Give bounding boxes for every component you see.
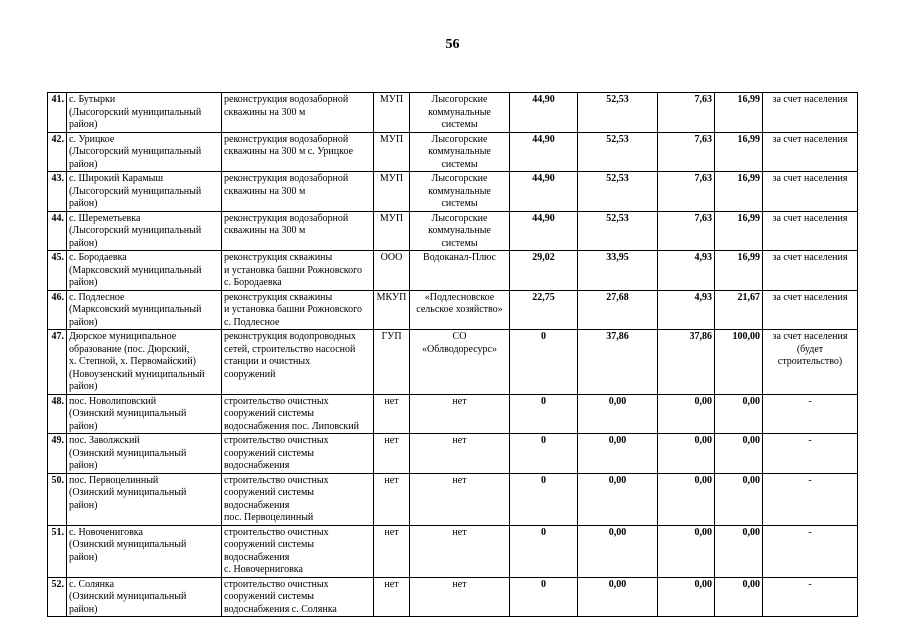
page-number: 56: [445, 37, 460, 52]
table-row: [48, 172, 858, 212]
locality-cell: пос. Первоцелинный (Озинский муниципальный район): [67, 473, 222, 525]
value-2-cell: 27,68: [578, 290, 658, 330]
locality-cell: с. Широкий Карамыш (Лысогорский муниципальный район): [67, 172, 222, 212]
value-1-cell: 0: [510, 473, 578, 525]
operator-cell: нет: [410, 394, 510, 434]
org-form-cell: МУП: [374, 211, 410, 251]
work-description-cell: реконструкция водопроводных сетей, строительство насосной станции и очистных сооружений: [222, 330, 374, 395]
table-row: [48, 132, 858, 172]
funding-source-cell: -: [763, 525, 858, 577]
value-4-cell: 16,99: [715, 211, 763, 251]
value-4-cell: 0,00: [715, 525, 763, 577]
value-2-cell: 52,53: [578, 211, 658, 251]
value-4-cell: 16,99: [715, 172, 763, 212]
operator-cell: Лысогорские коммунальные системы: [410, 172, 510, 212]
value-1-cell: 44,90: [510, 93, 578, 133]
value-3-cell: 7,63: [658, 93, 715, 133]
row-number: 47.: [48, 330, 67, 395]
funding-source-cell: за счет населения: [763, 172, 858, 212]
locality-cell: Дюрское муниципальное образование (пос. Дюрский, х. Степной, х. Первомайский) (Новоузенский муниципальный район): [67, 330, 222, 395]
table-row: [48, 211, 858, 251]
locality-cell: с. Урицкое (Лысогорский муниципальный район): [67, 132, 222, 172]
funding-source-cell: за счет населения: [763, 251, 858, 291]
funding-source-cell: -: [763, 434, 858, 474]
value-3-cell: 7,63: [658, 211, 715, 251]
operator-cell: «Подлесновское сельское хозяйство»: [410, 290, 510, 330]
org-form-cell: нет: [374, 434, 410, 474]
row-number: 43.: [48, 172, 67, 212]
value-1-cell: 44,90: [510, 132, 578, 172]
row-number: 46.: [48, 290, 67, 330]
org-form-cell: МУП: [374, 172, 410, 212]
value-1-cell: 0: [510, 577, 578, 617]
funding-source-cell: за счет населения: [763, 132, 858, 172]
table-body: [48, 93, 858, 617]
row-number: 50.: [48, 473, 67, 525]
value-4-cell: 16,99: [715, 93, 763, 133]
table-row: [48, 525, 858, 577]
value-2-cell: 0,00: [578, 434, 658, 474]
value-4-cell: 16,99: [715, 132, 763, 172]
work-description-cell: реконструкция водозаборной скважины на 300 м: [222, 172, 374, 212]
org-form-cell: нет: [374, 473, 410, 525]
org-form-cell: МУП: [374, 93, 410, 133]
value-4-cell: 0,00: [715, 394, 763, 434]
value-2-cell: 0,00: [578, 577, 658, 617]
operator-cell: нет: [410, 434, 510, 474]
value-3-cell: 0,00: [658, 394, 715, 434]
locality-cell: с. Новочениговка (Озинский муниципальный район): [67, 525, 222, 577]
table-row: [48, 577, 858, 617]
row-number: 45.: [48, 251, 67, 291]
value-2-cell: 37,86: [578, 330, 658, 395]
work-description-cell: строительство очистных сооружений системы водоснабжения пос. Липовский: [222, 394, 374, 434]
value-1-cell: 0: [510, 525, 578, 577]
funding-source-cell: -: [763, 394, 858, 434]
value-3-cell: 0,00: [658, 525, 715, 577]
operator-cell: Водоканал-Плюс: [410, 251, 510, 291]
funding-source-cell: -: [763, 577, 858, 617]
value-4-cell: 100,00: [715, 330, 763, 395]
data-table: [47, 92, 858, 617]
org-form-cell: ООО: [374, 251, 410, 291]
funding-source-cell: за счет населения: [763, 290, 858, 330]
value-1-cell: 29,02: [510, 251, 578, 291]
funding-source-cell: за счет населения (будет строительство): [763, 330, 858, 395]
org-form-cell: МКУП: [374, 290, 410, 330]
operator-cell: Лысогорские коммунальные системы: [410, 132, 510, 172]
value-4-cell: 0,00: [715, 473, 763, 525]
row-number: 49.: [48, 434, 67, 474]
value-1-cell: 0: [510, 394, 578, 434]
table-row: [48, 473, 858, 525]
value-3-cell: 7,63: [658, 172, 715, 212]
locality-cell: с. Шереметьевка (Лысогорский муниципальный район): [67, 211, 222, 251]
org-form-cell: нет: [374, 525, 410, 577]
funding-source-cell: -: [763, 473, 858, 525]
value-2-cell: 0,00: [578, 394, 658, 434]
value-1-cell: 22,75: [510, 290, 578, 330]
operator-cell: Лысогорские коммунальные системы: [410, 93, 510, 133]
operator-cell: нет: [410, 525, 510, 577]
funding-source-cell: за счет населения: [763, 211, 858, 251]
operator-cell: нет: [410, 473, 510, 525]
work-description-cell: строительство очистных сооружений системы водоснабжения с. Новочерниговка: [222, 525, 374, 577]
table-row: [48, 93, 858, 133]
work-description-cell: реконструкция водозаборной скважины на 300 м: [222, 211, 374, 251]
locality-cell: с. Подлесное (Марксовский муниципальный район): [67, 290, 222, 330]
operator-cell: нет: [410, 577, 510, 617]
value-1-cell: 44,90: [510, 211, 578, 251]
value-4-cell: 0,00: [715, 434, 763, 474]
org-form-cell: нет: [374, 394, 410, 434]
table-row: [48, 434, 858, 474]
locality-cell: пос. Заволжский (Озинский муниципальный район): [67, 434, 222, 474]
row-number: 51.: [48, 525, 67, 577]
work-description-cell: реконструкция скважины и установка башни Рожновского с. Бородаевка: [222, 251, 374, 291]
row-number: 44.: [48, 211, 67, 251]
row-number: 42.: [48, 132, 67, 172]
operator-cell: СО «Облводоресурс»: [410, 330, 510, 395]
value-3-cell: 0,00: [658, 577, 715, 617]
locality-cell: с. Бутырки (Лысогорский муниципальный район): [67, 93, 222, 133]
row-number: 52.: [48, 577, 67, 617]
work-description-cell: строительство очистных сооружений системы водоснабжения: [222, 434, 374, 474]
value-3-cell: 4,93: [658, 290, 715, 330]
funding-source-cell: за счет населения: [763, 93, 858, 133]
value-3-cell: 0,00: [658, 434, 715, 474]
value-2-cell: 52,53: [578, 172, 658, 212]
work-description-cell: строительство очистных сооружений системы водоснабжения с. Солянка: [222, 577, 374, 617]
work-description-cell: реконструкция скважины и установка башни Рожновского с. Подлесное: [222, 290, 374, 330]
value-4-cell: 0,00: [715, 577, 763, 617]
value-2-cell: 52,53: [578, 132, 658, 172]
value-2-cell: 0,00: [578, 473, 658, 525]
org-form-cell: ГУП: [374, 330, 410, 395]
value-1-cell: 44,90: [510, 172, 578, 212]
table-row: [48, 251, 858, 291]
work-description-cell: строительство очистных сооружений системы водоснабжения пос. Первоцелинный: [222, 473, 374, 525]
locality-cell: с. Бородаевка (Марксовский муниципальный район): [67, 251, 222, 291]
value-1-cell: 0: [510, 434, 578, 474]
table-row: [48, 394, 858, 434]
value-2-cell: 52,53: [578, 93, 658, 133]
operator-cell: Лысогорские коммунальные системы: [410, 211, 510, 251]
row-number: 41.: [48, 93, 67, 133]
value-3-cell: 4,93: [658, 251, 715, 291]
org-form-cell: МУП: [374, 132, 410, 172]
value-3-cell: 37,86: [658, 330, 715, 395]
work-description-cell: реконструкция водозаборной скважины на 300 м с. Урицкое: [222, 132, 374, 172]
value-3-cell: 7,63: [658, 132, 715, 172]
locality-cell: пос. Новолиповский (Озинский муниципальный район): [67, 394, 222, 434]
work-description-cell: реконструкция водозаборной скважины на 300 м: [222, 93, 374, 133]
table-row: [48, 330, 858, 395]
value-4-cell: 16,99: [715, 251, 763, 291]
value-3-cell: 0,00: [658, 473, 715, 525]
table-row: [48, 290, 858, 330]
value-1-cell: 0: [510, 330, 578, 395]
value-2-cell: 0,00: [578, 525, 658, 577]
value-2-cell: 33,95: [578, 251, 658, 291]
org-form-cell: нет: [374, 577, 410, 617]
locality-cell: с. Солянка (Озинский муниципальный район): [67, 577, 222, 617]
value-4-cell: 21,67: [715, 290, 763, 330]
row-number: 48.: [48, 394, 67, 434]
